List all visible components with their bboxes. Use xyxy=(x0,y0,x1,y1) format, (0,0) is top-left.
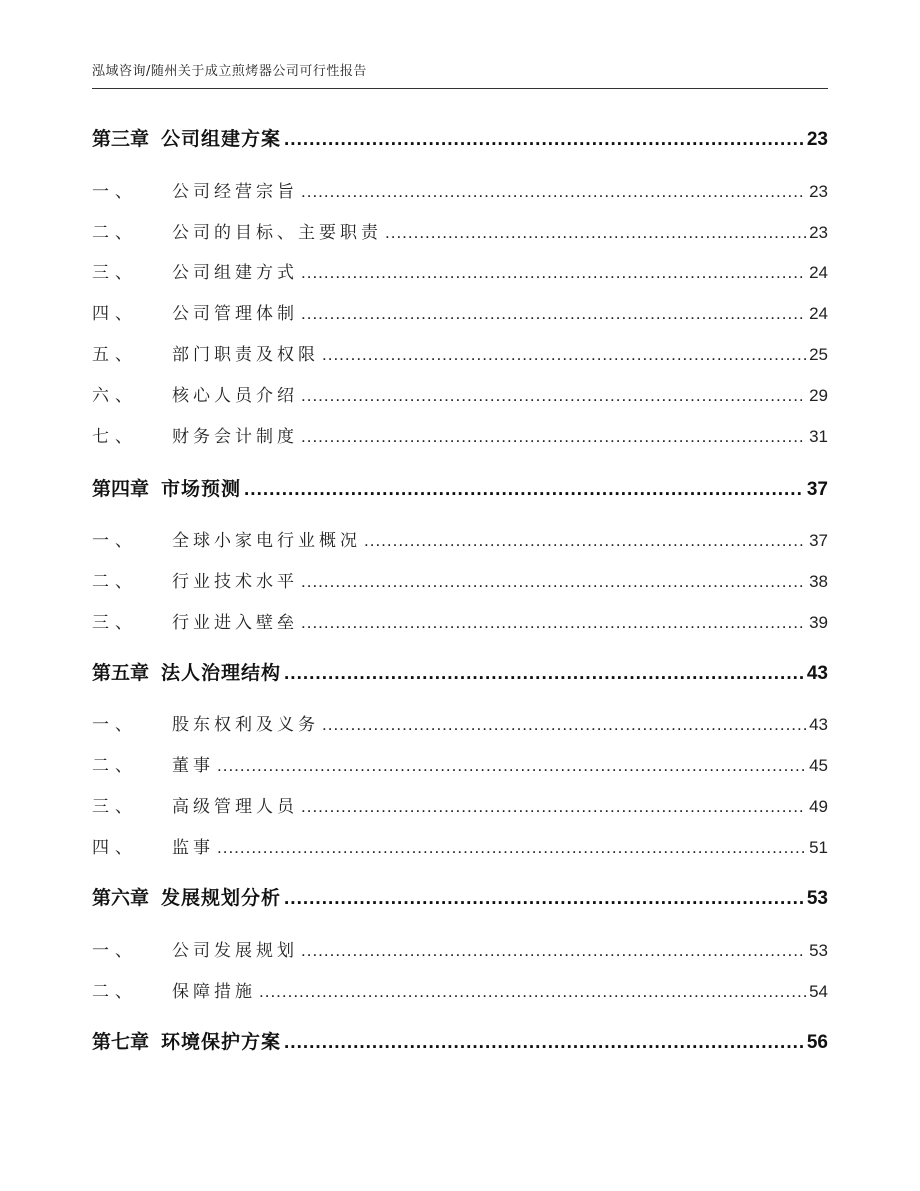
toc-number: 二、 xyxy=(92,223,138,243)
dot-leader xyxy=(301,797,806,817)
toc-number: 一、 xyxy=(92,941,138,961)
dot-leader xyxy=(301,263,806,283)
toc-section-entry[interactable] xyxy=(92,977,828,1002)
dot-leader xyxy=(322,715,806,735)
dot-leader xyxy=(301,572,806,592)
toc-page-number: 51 xyxy=(809,838,828,857)
toc-section-entry[interactable] xyxy=(92,218,828,243)
toc-title: 股东权利及义务 xyxy=(172,715,319,735)
toc-page-number: 37 xyxy=(806,479,828,500)
dot-leader xyxy=(301,182,806,202)
dot-leader xyxy=(322,345,806,365)
toc-section-entry[interactable] xyxy=(92,710,828,735)
toc-number: 三、 xyxy=(92,797,138,817)
toc-title: 环境保护方案 xyxy=(161,1031,282,1053)
toc-number: 六、 xyxy=(92,386,138,406)
toc-number: 二、 xyxy=(92,756,138,776)
toc-number: 第三章 xyxy=(92,128,150,150)
toc-number: 四、 xyxy=(92,838,138,858)
toc-page-number: 54 xyxy=(809,982,828,1001)
header-rule xyxy=(92,88,828,89)
toc-number: 二、 xyxy=(92,572,138,592)
toc-title: 公司的目标、主要职责 xyxy=(172,223,382,243)
toc-page-number: 24 xyxy=(809,304,828,323)
toc-page-number: 43 xyxy=(806,663,828,684)
dot-leader xyxy=(217,756,806,776)
toc-number: 第六章 xyxy=(92,887,150,909)
toc-title: 行业进入壁垒 xyxy=(172,613,298,633)
toc-title: 核心人员介绍 xyxy=(172,386,298,406)
dot-leader xyxy=(301,304,806,324)
toc-number: 四、 xyxy=(92,304,138,324)
toc-title: 高级管理人员 xyxy=(172,797,298,817)
dot-leader xyxy=(301,427,806,447)
dot-leader xyxy=(301,613,806,633)
toc-page-number: 23 xyxy=(806,129,828,150)
toc-chapter-entry[interactable] xyxy=(92,124,828,151)
toc-page-number: 53 xyxy=(809,941,828,960)
toc-section-entry[interactable] xyxy=(92,381,828,406)
dot-leader xyxy=(217,838,806,858)
toc-title: 发展规划分析 xyxy=(161,887,282,909)
dot-leader xyxy=(385,223,806,243)
toc-chapter-entry[interactable] xyxy=(92,658,828,685)
page-header: 泓域咨询/随州关于成立煎烤器公司可行性报告 xyxy=(92,64,367,79)
toc-page-number: 56 xyxy=(806,1032,828,1053)
toc-title: 保障措施 xyxy=(172,982,256,1002)
toc-section-entry[interactable] xyxy=(92,299,828,324)
toc-title: 财务会计制度 xyxy=(172,427,298,447)
toc-page-number: 23 xyxy=(809,182,828,201)
toc-title: 公司组建方案 xyxy=(161,128,282,150)
toc-page-number: 45 xyxy=(809,756,828,775)
toc-section-entry[interactable] xyxy=(92,177,828,202)
toc-title: 公司管理体制 xyxy=(172,304,298,324)
toc-number: 一、 xyxy=(92,182,138,202)
toc-number: 一、 xyxy=(92,531,138,551)
toc-section-entry[interactable] xyxy=(92,751,828,776)
toc-section-entry[interactable] xyxy=(92,792,828,817)
toc-page-number: 43 xyxy=(809,715,828,734)
toc-title: 监事 xyxy=(172,838,214,858)
toc-title: 法人治理结构 xyxy=(161,662,282,684)
toc-chapter-entry[interactable] xyxy=(92,474,828,501)
toc-page-number: 31 xyxy=(809,427,828,446)
toc-title: 公司经营宗旨 xyxy=(172,182,298,202)
toc-number: 三、 xyxy=(92,263,138,283)
toc-title: 公司发展规划 xyxy=(172,941,298,961)
dot-leader xyxy=(364,531,806,551)
toc-number: 五、 xyxy=(92,345,138,365)
toc-page-number: 29 xyxy=(809,386,828,405)
toc-title: 行业技术水平 xyxy=(172,572,298,592)
toc-section-entry[interactable] xyxy=(92,422,828,447)
toc-title: 市场预测 xyxy=(161,478,242,500)
toc-page-number: 23 xyxy=(809,223,828,242)
toc-number: 七、 xyxy=(92,427,138,447)
toc-page-number: 53 xyxy=(806,888,828,909)
toc-page-number: 39 xyxy=(809,613,828,632)
toc-section-entry[interactable] xyxy=(92,608,828,633)
toc-title: 公司组建方式 xyxy=(172,263,298,283)
toc-chapter-entry[interactable] xyxy=(92,883,828,910)
dot-leader xyxy=(284,663,804,685)
toc-number: 二、 xyxy=(92,982,138,1002)
toc-section-entry[interactable] xyxy=(92,340,828,365)
toc-chapter-entry[interactable] xyxy=(92,1027,828,1054)
toc-page-number: 25 xyxy=(809,345,828,364)
toc-number: 一、 xyxy=(92,715,138,735)
toc-section-entry[interactable] xyxy=(92,258,828,283)
toc-section-entry[interactable] xyxy=(92,833,828,858)
dot-leader xyxy=(301,386,806,406)
toc-page-number: 37 xyxy=(809,531,828,550)
toc-title: 全球小家电行业概况 xyxy=(172,531,361,551)
toc-page-number: 49 xyxy=(809,797,828,816)
dot-leader xyxy=(284,888,804,910)
dot-leader xyxy=(284,129,804,151)
toc-number: 第五章 xyxy=(92,662,150,684)
toc-section-entry[interactable] xyxy=(92,567,828,592)
dot-leader xyxy=(284,1032,804,1054)
toc-page-number: 38 xyxy=(809,572,828,591)
dot-leader xyxy=(259,982,806,1002)
toc-number: 第七章 xyxy=(92,1031,150,1053)
toc-page-number: 24 xyxy=(809,263,828,282)
toc-title: 部门职责及权限 xyxy=(172,345,319,365)
dot-leader xyxy=(301,941,806,961)
toc-number: 三、 xyxy=(92,613,138,633)
dot-leader xyxy=(244,479,804,501)
toc-section-entry[interactable] xyxy=(92,526,828,551)
toc-title: 董事 xyxy=(172,756,214,776)
toc-number: 第四章 xyxy=(92,478,150,500)
toc-section-entry[interactable] xyxy=(92,936,828,961)
